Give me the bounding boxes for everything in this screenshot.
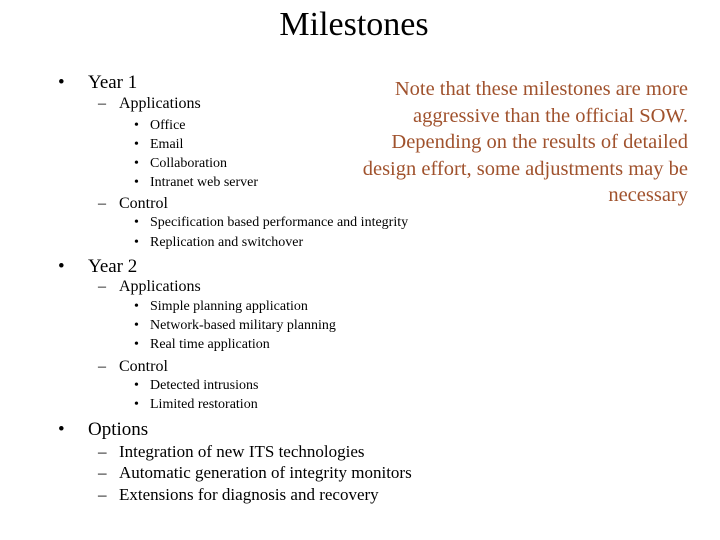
bullet-marker: • <box>134 215 139 230</box>
bullet-marker: • <box>134 397 139 412</box>
list-item: Simple planning application <box>150 299 308 314</box>
list-item: Detected intrusions <box>150 378 259 393</box>
options-heading: Options <box>88 419 149 440</box>
bullet-marker: • <box>134 337 139 352</box>
year1-control-label: Control <box>119 195 168 212</box>
bullet-marker: • <box>134 318 139 333</box>
dash-marker: – <box>98 95 106 112</box>
bullet-marker: • <box>134 118 139 133</box>
milestone-note: Note that these milestones are more aggressive than the official SOW. Depending on the results of detailed design effort, some adjustments may be necessary <box>362 78 688 206</box>
list-item: Real time application <box>150 337 270 352</box>
year2-heading: Year 2 <box>88 256 138 277</box>
dash-marker: – <box>98 463 107 482</box>
year1-applications-label: Applications <box>119 95 201 112</box>
bullet-marker: • <box>58 256 65 277</box>
list-item: Intranet web server <box>150 175 259 190</box>
bullet-marker: • <box>134 299 139 314</box>
dash-marker: – <box>98 442 107 461</box>
bullet-marker: • <box>134 235 139 250</box>
list-item: Automatic generation of integrity monitors <box>119 463 412 482</box>
list-item: Office <box>150 118 186 133</box>
dash-marker: – <box>98 195 106 212</box>
year1-heading: Year 1 <box>88 72 138 93</box>
list-item: Integration of new ITS technologies <box>119 442 365 461</box>
bullet-marker: • <box>134 175 139 190</box>
bullet-marker: • <box>134 378 139 393</box>
bullet-marker: • <box>134 137 139 152</box>
dash-marker: – <box>98 278 106 295</box>
year2-control-label: Control <box>119 358 168 375</box>
bullet-marker: • <box>58 419 65 440</box>
page-title: Milestones <box>279 6 429 43</box>
list-item: Collaboration <box>150 156 227 171</box>
bullet-marker: • <box>134 156 139 171</box>
year2-applications-label: Applications <box>119 278 201 295</box>
list-item: Replication and switchover <box>150 235 304 250</box>
list-item: Limited restoration <box>150 397 258 412</box>
bullet-marker: • <box>58 72 65 93</box>
list-item: Specification based performance and integrity <box>150 215 409 230</box>
list-item: Email <box>150 137 184 152</box>
list-item: Network-based military planning <box>150 318 336 333</box>
list-item: Extensions for diagnosis and recovery <box>119 485 379 504</box>
dash-marker: – <box>98 358 106 375</box>
dash-marker: – <box>98 485 107 504</box>
